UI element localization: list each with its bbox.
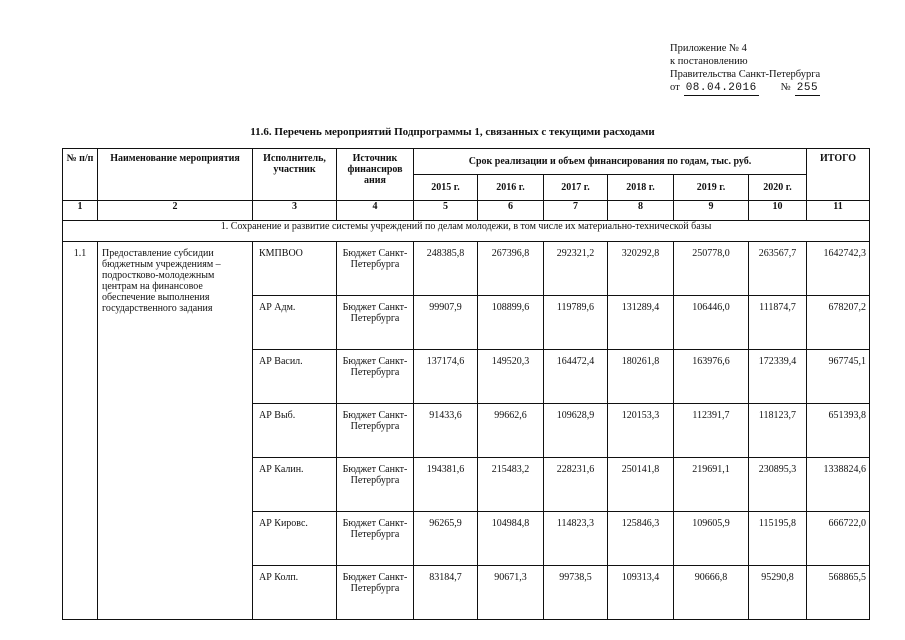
header-year: 2019 г. — [674, 175, 749, 201]
value-cell: 104984,8 — [478, 512, 544, 566]
value-cell: 112391,7 — [674, 404, 749, 458]
value-cell: 163976,6 — [674, 350, 749, 404]
value-cell: 95290,8 — [749, 566, 807, 620]
value-cell: 109628,9 — [544, 404, 608, 458]
column-number: 11 — [807, 201, 870, 221]
value-cell: 172339,4 — [749, 350, 807, 404]
total-cell: 651393,8 — [807, 404, 870, 458]
value-cell: 96265,9 — [414, 512, 478, 566]
value-cell: 120153,3 — [608, 404, 674, 458]
value-cell: 114823,3 — [544, 512, 608, 566]
executor-cell: АР Калин. — [253, 458, 337, 512]
executor-cell: АР Выб. — [253, 404, 337, 458]
value-cell: 90666,8 — [674, 566, 749, 620]
from-label: от — [670, 82, 680, 93]
item-number: 1.1 — [63, 242, 98, 620]
header-name: Наименование мероприятия — [98, 149, 253, 201]
executor-cell: АР Колп. — [253, 566, 337, 620]
header-executor: Исполнитель, участник — [253, 149, 337, 201]
column-number: 6 — [478, 201, 544, 221]
section-row — [63, 221, 870, 242]
value-cell: 108899,6 — [478, 296, 544, 350]
total-cell: 568865,5 — [807, 566, 870, 620]
total-cell: 967745,1 — [807, 350, 870, 404]
total-cell: 1642742,3 — [807, 242, 870, 296]
column-number: 9 — [674, 201, 749, 221]
column-number: 4 — [337, 201, 414, 221]
document-title: 11.6. Перечень мероприятий Подпрограммы 1, связанных с текущими расходами — [250, 126, 655, 138]
section-title: 1. Сохранение и развитие системы учреждений по делам молодежи, в том числе их материально-технической базы — [63, 221, 870, 242]
header-year: 2016 г. — [478, 175, 544, 201]
value-cell: 219691,1 — [674, 458, 749, 512]
value-cell: 99662,6 — [478, 404, 544, 458]
source-cell: Бюджет Санкт-Петербурга — [337, 566, 414, 620]
measures-table — [62, 148, 870, 620]
value-cell: 99738,5 — [544, 566, 608, 620]
total-cell: 678207,2 — [807, 296, 870, 350]
value-cell: 109605,9 — [674, 512, 749, 566]
header-period: Срок реализации и объем финансирования по годам, тыс. руб. — [414, 149, 807, 175]
value-cell: 230895,3 — [749, 458, 807, 512]
executor-cell: КМПВОО — [253, 242, 337, 296]
header-no: № п/п — [63, 149, 98, 201]
header-source: Источник финансиров ания — [337, 149, 414, 201]
value-cell: 137174,6 — [414, 350, 478, 404]
value-cell: 119789,6 — [544, 296, 608, 350]
header-year: 2017 г. — [544, 175, 608, 201]
value-cell: 90671,3 — [478, 566, 544, 620]
value-cell: 125846,3 — [608, 512, 674, 566]
value-cell: 292321,2 — [544, 242, 608, 296]
value-cell: 83184,7 — [414, 566, 478, 620]
value-cell: 99907,9 — [414, 296, 478, 350]
header-total: ИТОГО — [807, 149, 870, 201]
value-cell: 267396,8 — [478, 242, 544, 296]
executor-cell: АР Васил. — [253, 350, 337, 404]
executor-cell: АР Кировс. — [253, 512, 337, 566]
source-cell: Бюджет Санкт-Петербурга — [337, 404, 414, 458]
table-row — [63, 242, 870, 296]
item-name: Предоставление субсидии бюджетным учреждениям – подростково-молодежным центрам на финансовое обеспечение выполнения государственного задания — [98, 242, 253, 620]
header-year: 2015 г. — [414, 175, 478, 201]
appendix-line-3: Правительства Санкт-Петербурга — [670, 69, 821, 80]
value-cell: 111874,7 — [749, 296, 807, 350]
number-label: № — [780, 82, 791, 93]
header-year: 2018 г. — [608, 175, 674, 201]
value-cell: 149520,3 — [478, 350, 544, 404]
appendix-reference — [670, 81, 820, 96]
appendix-line-2: к постановлению — [670, 56, 748, 67]
source-cell: Бюджет Санкт-Петербурга — [337, 296, 414, 350]
appendix-block — [670, 42, 820, 96]
value-cell: 131289,4 — [608, 296, 674, 350]
value-cell: 118123,7 — [749, 404, 807, 458]
value-cell: 228231,6 — [544, 458, 608, 512]
source-cell: Бюджет Санкт-Петербурга — [337, 458, 414, 512]
value-cell: 250778,0 — [674, 242, 749, 296]
column-number: 7 — [544, 201, 608, 221]
total-cell: 666722,0 — [807, 512, 870, 566]
column-number: 2 — [98, 201, 253, 221]
source-cell: Бюджет Санкт-Петербурга — [337, 512, 414, 566]
value-cell: 215483,2 — [478, 458, 544, 512]
column-number: 3 — [253, 201, 337, 221]
column-number: 8 — [608, 201, 674, 221]
appendix-line-1: Приложение № 4 — [670, 43, 747, 54]
column-number: 5 — [414, 201, 478, 221]
value-cell: 91433,6 — [414, 404, 478, 458]
decree-date: 08.04.2016 — [685, 82, 757, 94]
value-cell: 164472,4 — [544, 350, 608, 404]
value-cell: 106446,0 — [674, 296, 749, 350]
value-cell: 250141,8 — [608, 458, 674, 512]
header-year: 2020 г. — [749, 175, 807, 201]
value-cell: 263567,7 — [749, 242, 807, 296]
executor-cell: АР Адм. — [253, 296, 337, 350]
decree-number: 255 — [796, 82, 819, 94]
column-number: 1 — [63, 201, 98, 221]
value-cell: 115195,8 — [749, 512, 807, 566]
column-number: 10 — [749, 201, 807, 221]
value-cell: 194381,6 — [414, 458, 478, 512]
value-cell: 109313,4 — [608, 566, 674, 620]
source-cell: Бюджет Санкт-Петербурга — [337, 350, 414, 404]
value-cell: 180261,8 — [608, 350, 674, 404]
source-cell: Бюджет Санкт-Петербурга — [337, 242, 414, 296]
value-cell: 248385,8 — [414, 242, 478, 296]
value-cell: 320292,8 — [608, 242, 674, 296]
column-number-row — [63, 201, 870, 221]
total-cell: 1338824,6 — [807, 458, 870, 512]
